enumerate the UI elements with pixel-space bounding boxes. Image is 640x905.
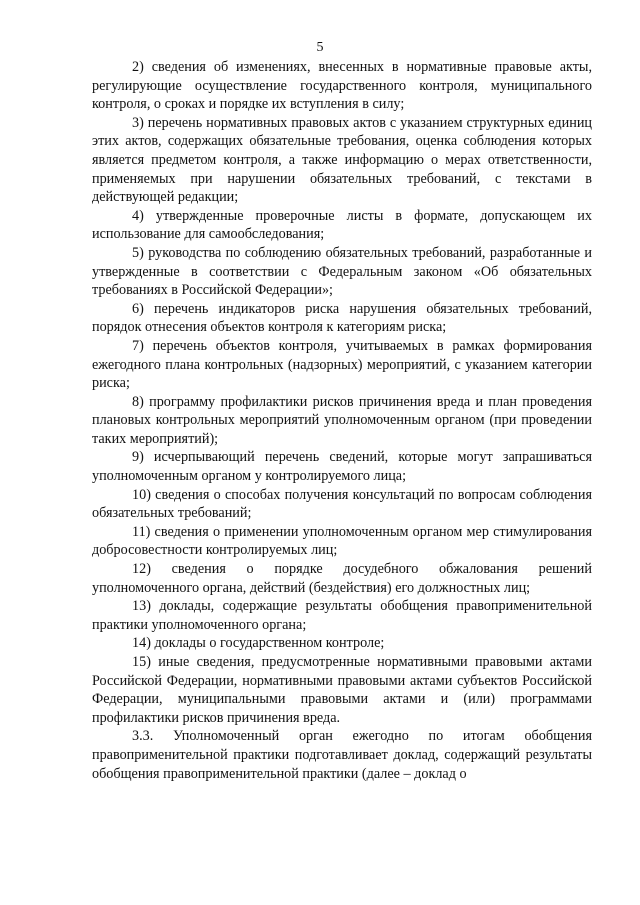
paragraph-item-9: 9) исчерпывающий перечень сведений, которые могут запрашиваться уполномоченным органом у контролируемого лица; xyxy=(92,449,592,485)
paragraph-item-10: 10) сведения о способах получения консультаций по вопросам соблюдения обязательных требований; xyxy=(92,486,592,522)
document-body xyxy=(92,58,592,783)
page-number: 5 xyxy=(316,40,324,55)
paragraph-item-15: 15) иные сведения, предусмотренные нормативными правовыми актами Российской Федерации, нормативными правовыми актами субъектов Российской Федерации, муниципальными правовыми актами и (или) программами профилактики рисков причинения вреда. xyxy=(92,654,592,726)
paragraph-section-3-3: 3.3. Уполномоченный орган ежегодно по итогам обобщения правоприменительной практики подготавливает доклад, содержащий результаты обобщения правоприменительной практики (далее – доклад о xyxy=(92,728,592,782)
paragraph-item-14: 14) доклады о государственном контроле; xyxy=(132,635,385,652)
paragraph-item-7: 7) перечень объектов контроля, учитываемых в рамках формирования ежегодного плана контрольных (надзорных) мероприятий, с указанием категории риска; xyxy=(92,337,592,392)
paragraph-item-12: 12) сведения о порядке досудебного обжалования решений уполномоченного органа, действий (бездействия) его должностных лиц; xyxy=(92,561,592,596)
paragraph-item-6: 6) перечень индикаторов риска нарушения обязательных требований, порядок отнесения объектов контроля к категориям риска; xyxy=(92,300,592,336)
paragraph-item-2: 2) сведения об изменениях, внесенных в нормативные правовые акты, регулирующие осуществление государственного контроля, муниципального контроля, о сроках и порядке их вступления в силу; xyxy=(92,59,592,113)
paragraph-item-13: 13) доклады, содержащие результаты обобщения правоприменительной практики уполномоченного органа; xyxy=(92,598,592,633)
paragraph-item-3: 3) перечень нормативных правовых актов с указанием структурных единиц этих актов, содержащих обязательные требования, оценка соблюдения которых является предметом контроля, а также информацию о мерах ответственности, применяемых при нарушении обязательных требований, с текстами в действующей редакции; xyxy=(92,114,592,206)
paragraph-item-5: 5) руководства по соблюдению обязательных требований, разработанные и утвержденные в соответствии с Федеральным законом «Об обязательных требованиях в Российской Федерации»; xyxy=(92,244,592,299)
paragraph-item-4: 4) утвержденные проверочные листы в формате, допускающем их использование для самообследования; xyxy=(92,207,592,243)
paragraph-item-11: 11) сведения о применении уполномоченным органом мер стимулирования добросовестности контролируемых лиц; xyxy=(92,523,592,559)
paragraph-item-8: 8) программу профилактики рисков причинения вреда и план проведения плановых контрольных мероприятий уполномоченным органом (при проведении таких мероприятий); xyxy=(92,393,592,447)
